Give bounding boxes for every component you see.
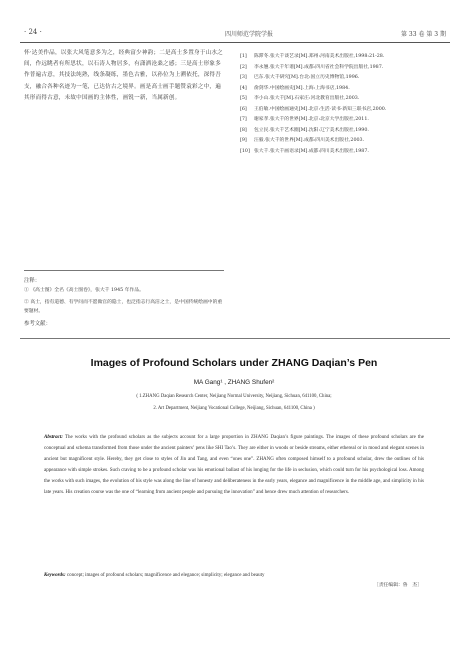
author-names: MA Gang¹ , ZHANG Shufen² — [193, 379, 275, 386]
affiliation-line: 2. Art Department, Neijiang Vocational College, Neijiang, Sichuan, 641100, China ) — [153, 406, 315, 411]
section-divider — [20, 338, 450, 339]
left-column — [24, 48, 224, 104]
notes-divider — [24, 270, 224, 271]
abstract-text: The works with the profound scholars as the subjects account for a large proportion in ZHANG Daqian’s figure paintings. The images of these profound scholars are the conceptual and schema transformed from those under the ancient painters’ pens like SHI Tao’s. They are either in woods or beside streams, either ethereal or in mood and elegant scenes in ancient but magnificent style. Hereby, they get close to styles of Jin and Tang, and even “ones one”. ZHANG often composed himself to a profound scholar, drew the outlines of his appearance with simple strokes. Such craving to be a profound scholar was his emotional ballast of his longing for the life in seclusion, which could turn for his psychological loss. Among the works with such images, the evolution of his style was along the line of honesty and deliberateness in the early years, elegance and magnificence in the middle age, and simplicity in his late years. His creation course was the one of “learning from ancient people and pursuing the innovation” and hence drew much attention of researchers. — [44, 435, 424, 495]
reference-item: [9] 汪毅.张大千的世界[M].成都:四川美术出版社,2003. — [240, 138, 365, 143]
editor-credit: ［责任编辑：鲁 杰］ — [374, 583, 422, 588]
issue-info: 第 33 卷 第 3 期 — [401, 31, 446, 38]
keywords-text: concept; images of profound scholars; magnificence and elegance; simplicity; elegance and beauty — [66, 573, 265, 578]
reference-item: [5] 李小山.张大千[M].石家庄:河北教育出版社,2003. — [240, 96, 360, 101]
running-header — [20, 26, 450, 40]
body-paragraph: 怀·达美作品，以张大风笔意多为之，经典富少神韵；二是高士多置身于山水之间，作远眺者有所思状，以石涛人物居多，有潇洒沧桑之感；三是高士形象多作普遍古意，其技法纯熟，线条凝练，墨色古雅，以孙位为上溯依托，深得吾支，融合各种名迹为一笔，已达仿古之境界。画是高士画手题赞袁彩之中，遍其形而得古意，未故中国画的主体性，画锐一新，当属新创。 — [24, 50, 223, 101]
reference-item: [8] 包立民.张大千艺术圈[M].沈阳:辽宁美术出版社,1990. — [240, 127, 369, 133]
reference-item: [1] 陈滞冬.张大千谈艺录[M].郑州:河南美术出版社,1998:21-28. — [240, 54, 385, 59]
notes-heading: 注释： — [24, 278, 41, 284]
keywords-label: Keywords: — [44, 573, 66, 578]
affiliation-line: ( 1.ZHANG Daqian Research Center, Neijiang Normal University, Neijiang, Sichuan, 641100, China; — [136, 394, 332, 399]
page-number: · 24 · — [24, 28, 42, 36]
reference-item: [2] 李永翘.张大千年谱[M].成都:四川省社会科学院出版社,1987. — [240, 64, 384, 70]
reference-item: [7] 谢家孝.张大千的世界[M].北京:北京大学出版社,2011. — [240, 117, 369, 122]
journal-name: 四川师范学院学报 — [225, 31, 274, 38]
english-title: Images of Profound Scholars under ZHANG Daqian’s Pen — [90, 357, 378, 369]
reference-item: [6] 王伯敏.中国绘画通史[M].北京:生活·读书·新知三联书店,2000. — [240, 106, 387, 112]
reference-item: [3] 巴东.张大千研究[M].台北:国立历史博物馆,1996. — [240, 75, 360, 80]
note-item: ① 《高士图》全名《高士图卷》，张大千 1945 年作品。 — [24, 288, 144, 293]
abstract-label: Abstract: — [44, 435, 63, 440]
reference-item: [4] 俞剑华.中国绘画史[M].上海:上海书店,1984. — [240, 85, 350, 91]
references-label: 参考文献： — [24, 321, 51, 327]
keywords — [44, 571, 424, 581]
abstract — [44, 432, 424, 498]
reference-item: [10] 张大千.张大千画语录[M].成都:四川美术出版社,1987. — [240, 148, 369, 154]
note-item: ② 高士，指有道德、有学问而不愿做官的隐士，也泛指志行高洁之士，是中国传统绘画中的重要题材。 — [24, 300, 223, 314]
references-list — [240, 52, 450, 157]
header-rule — [20, 42, 450, 43]
